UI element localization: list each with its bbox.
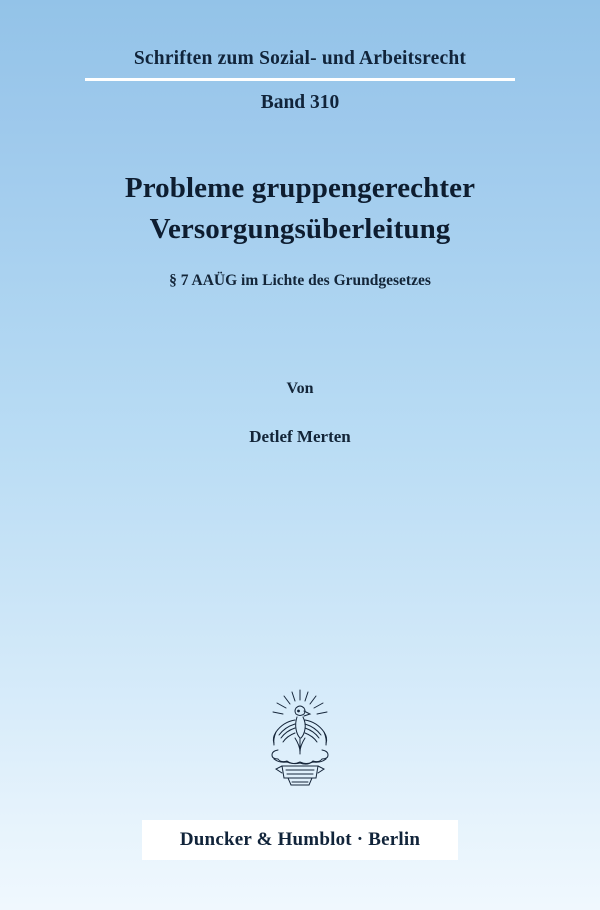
page-subtitle: § 7 AAÜG im Lichte des Grundgesetzes <box>169 272 431 290</box>
series-header <box>0 48 600 114</box>
author-name: Detlef Merten <box>249 427 351 446</box>
author-prefix: Von <box>286 380 314 397</box>
series-volume: Band 310 <box>260 92 340 113</box>
series-title: Schriften zum Sozial- und Arbeitsrecht <box>133 48 467 69</box>
author-block <box>0 380 600 447</box>
duncker-humblot-eagle-emblem-icon <box>262 688 338 792</box>
title-block <box>0 168 600 290</box>
page-title-line-2: Versorgungsüberleitung <box>149 213 451 246</box>
page-title-line-1: Probleme gruppengerechter <box>124 172 476 204</box>
publisher-name: Duncker & Humblot · Berlin <box>179 829 421 850</box>
series-divider <box>85 78 515 81</box>
publisher-bar <box>142 820 458 860</box>
